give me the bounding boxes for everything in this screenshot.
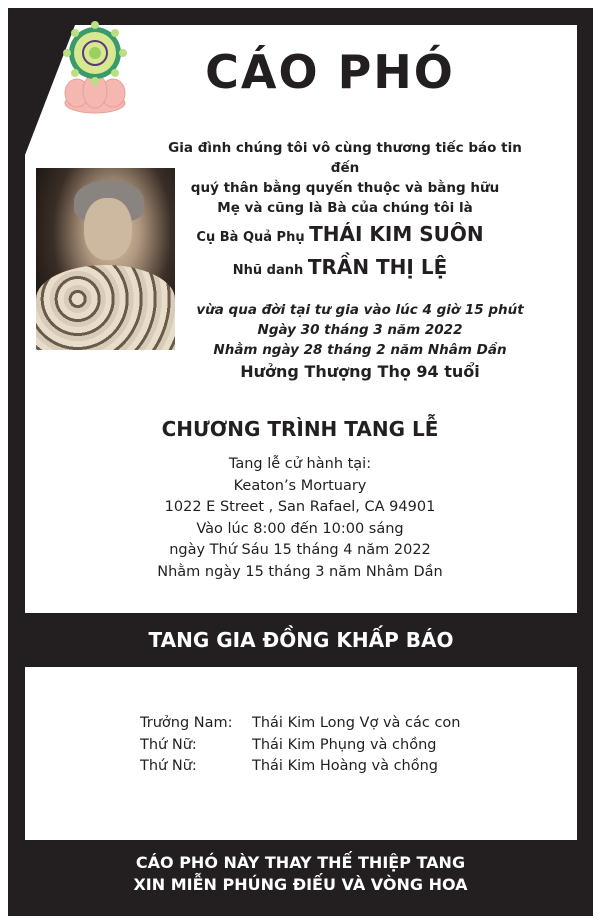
family-row <box>140 735 461 757</box>
maiden-name: TRẦN THỊ LỆ <box>307 255 448 279</box>
relation: Thứ Nữ: <box>140 758 197 774</box>
name-prefix: Cụ Bà Quả Phụ <box>196 230 305 245</box>
family-names: Thái Kim Phụng và chồng <box>252 736 437 753</box>
intro-text <box>160 138 530 218</box>
maiden-name-line <box>150 255 530 279</box>
death-line: Ngày 30 tháng 3 năm 2022 <box>257 322 463 338</box>
program-line: 1022 E Street , San Rafael, CA 94901 <box>164 499 436 515</box>
program-details <box>100 454 500 583</box>
relation: Thứ Nữ: <box>140 736 197 753</box>
intro-line: Gia đình chúng tôi vô cùng thương tiếc báo tin đến <box>168 140 522 176</box>
deceased-name: THÁI KIM SUÔN <box>309 222 484 246</box>
announcement-band: TANG GIA ĐỒNG KHẤP BÁO <box>148 628 454 652</box>
deceased-name-line <box>150 222 530 246</box>
program-line: Nhằm ngày 15 tháng 3 năm Nhâm Dần <box>157 563 443 580</box>
death-line: Nhằm ngày 28 tháng 2 năm Nhâm Dần <box>213 342 507 358</box>
footer-notice <box>8 852 593 896</box>
intro-line: quý thân bằng quyến thuộc và bằng hữu <box>190 180 500 196</box>
family-names: Thái Kim Hoàng và chồng <box>252 758 439 774</box>
page-title: CÁO PHÓ <box>205 45 455 99</box>
program-title: CHƯƠNG TRÌNH TANG LỄ <box>161 417 439 441</box>
death-line: vừa qua đời tại tư gia vào lúc 4 giờ 15 phút <box>196 302 524 318</box>
dharma-wheel-lotus-icon <box>55 15 135 120</box>
family-row <box>140 756 461 778</box>
maiden-prefix: Nhũ danh <box>232 263 304 278</box>
program-line: ngày Thứ Sáu 15 tháng 4 năm 2022 <box>169 542 431 558</box>
program-line: Keaton’s Mortuary <box>233 477 367 494</box>
age-text: Hưởng Thượng Thọ 94 tuổi <box>240 362 480 381</box>
family-row <box>140 713 461 735</box>
death-info <box>180 300 540 360</box>
family-list <box>140 713 461 778</box>
relation: Trưởng Nam: <box>140 715 233 731</box>
family-names: Thái Kim Long Vợ và các con <box>252 715 461 731</box>
footer-line: CÁO PHÓ NÀY THAY THẾ THIỆP TANG <box>135 853 466 872</box>
footer-line: XIN MIỄN PHÚNG ĐIẾU VÀ VÒNG HOA <box>133 875 468 894</box>
program-line: Tang lễ cử hành tại: <box>228 456 372 472</box>
intro-line: Mẹ và cũng là Bà của chúng tôi là <box>217 200 473 216</box>
program-line: Vào lúc 8:00 đến 10:00 sáng <box>196 520 404 537</box>
